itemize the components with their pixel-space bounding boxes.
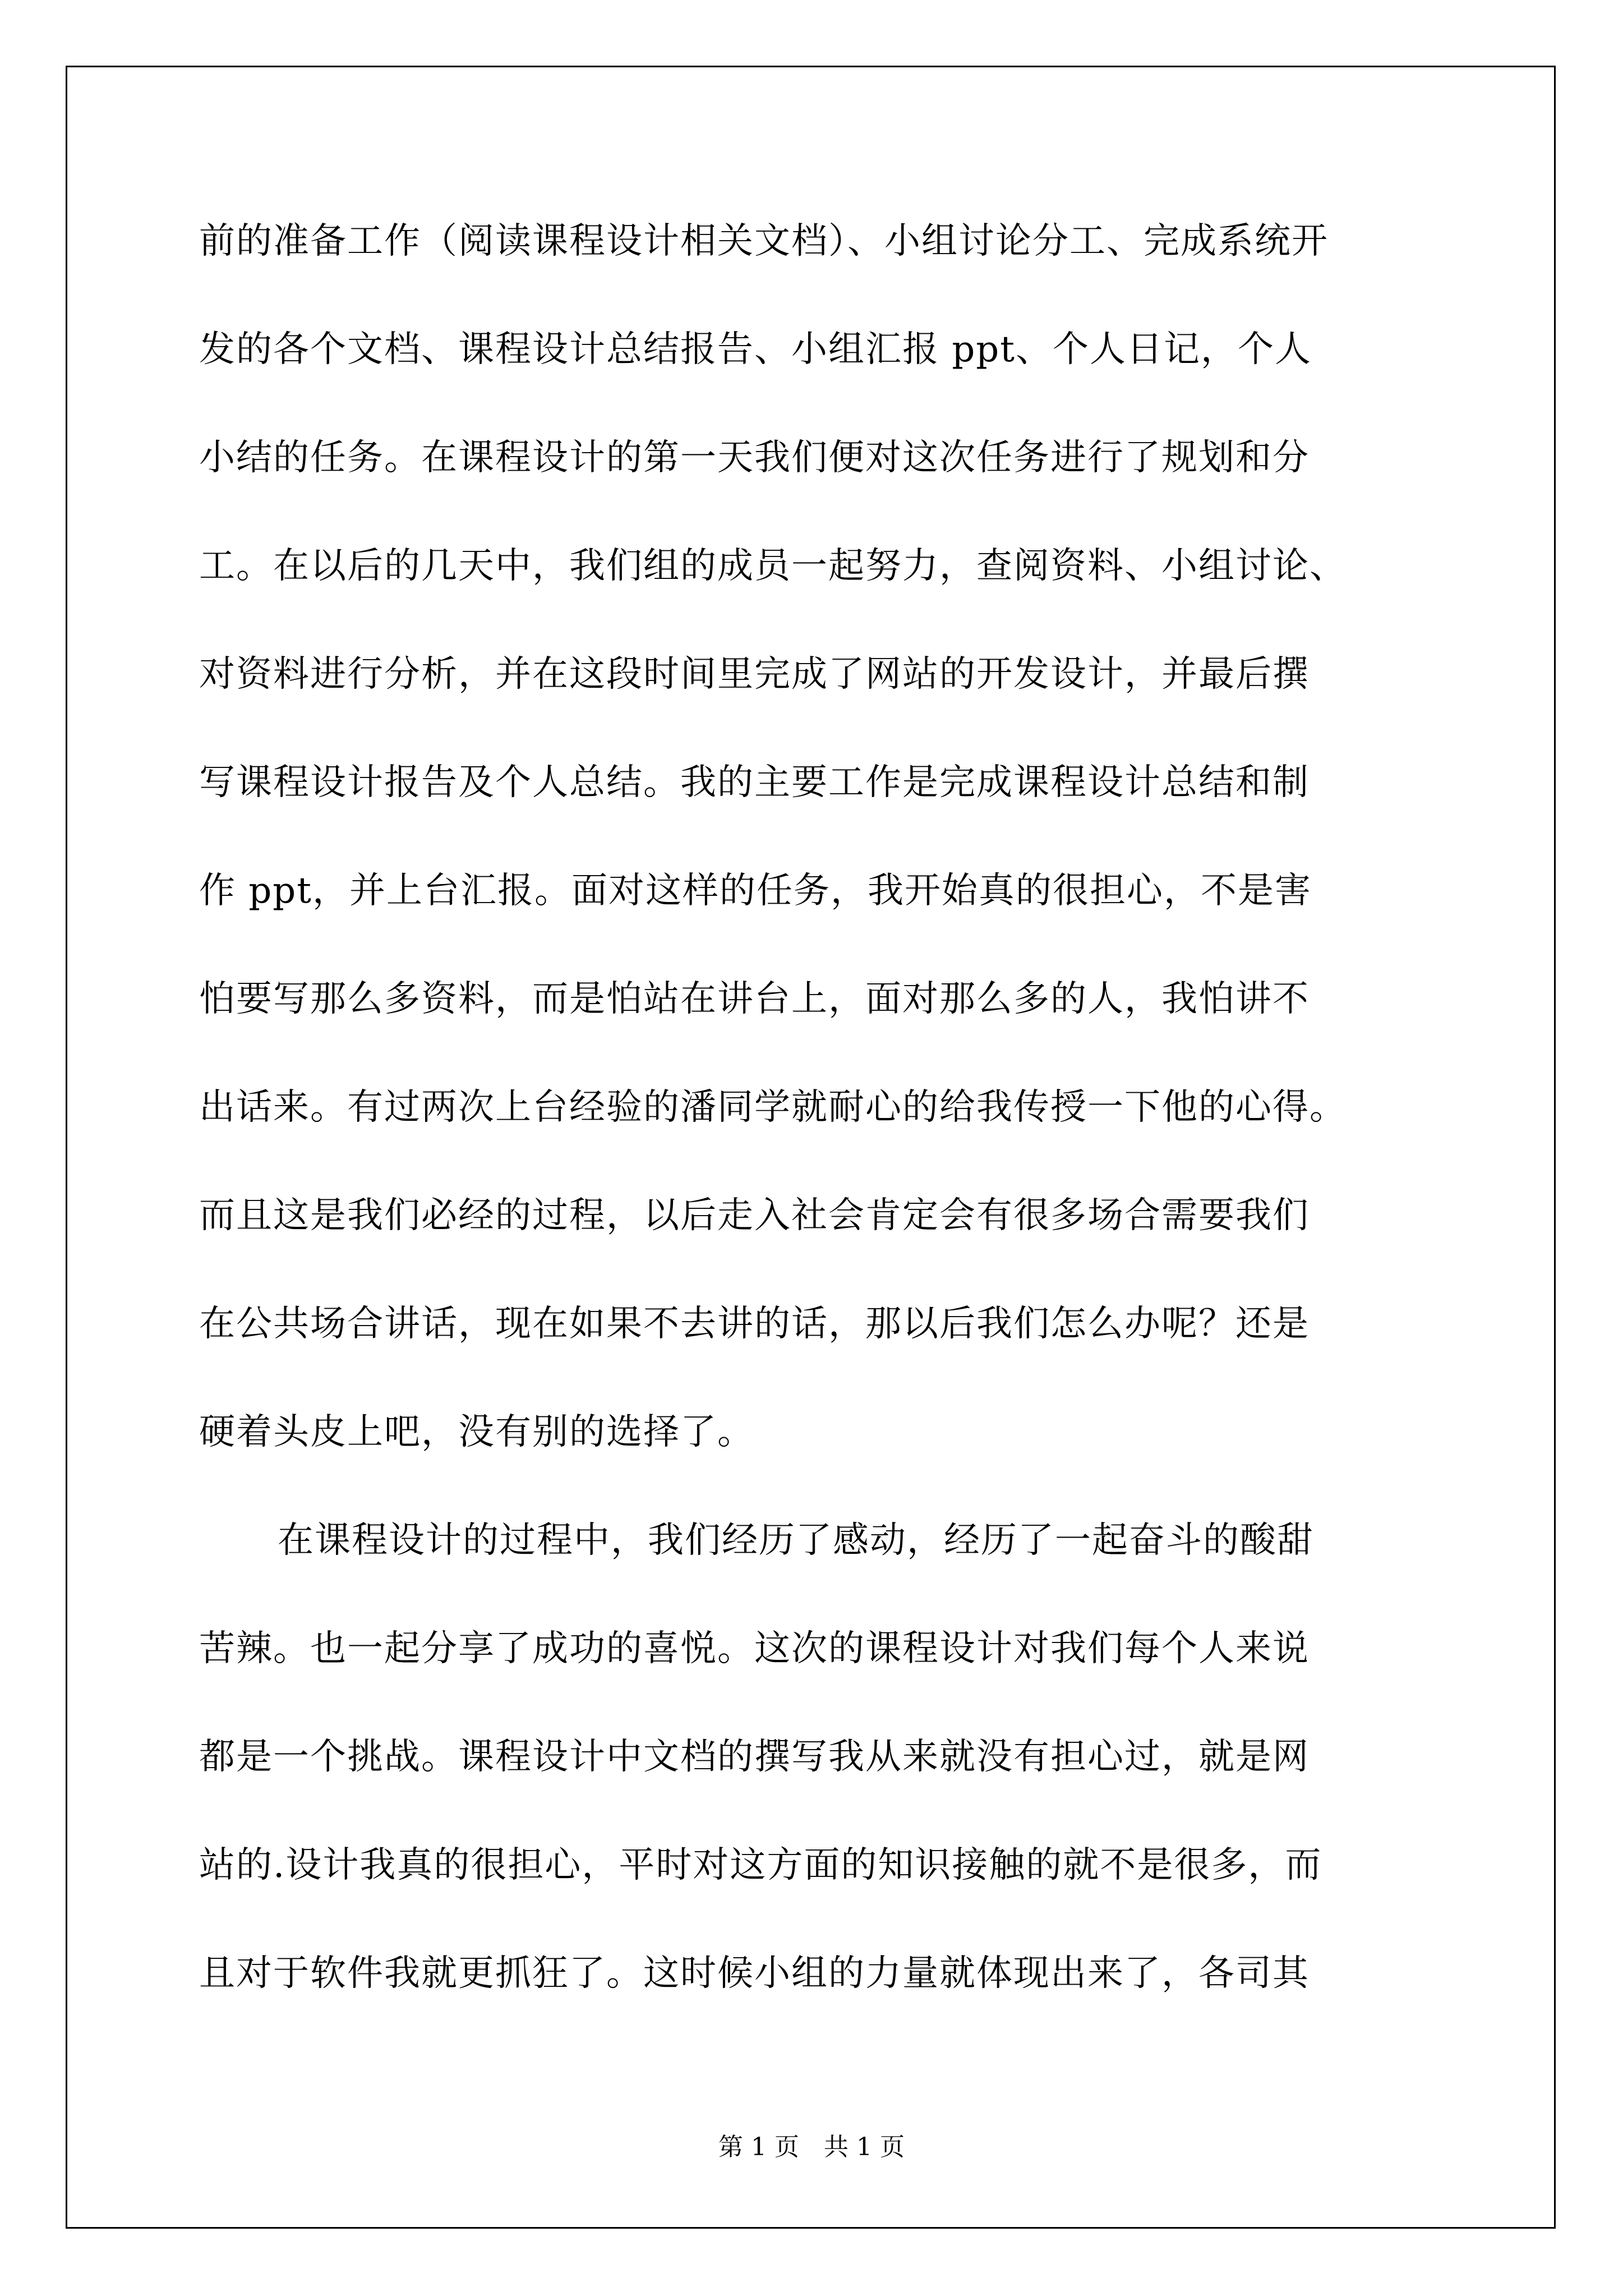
text-line: 作 ppt，并上台汇报。面对这样的任务，我开始真的很担心，不是害 xyxy=(199,870,1312,912)
text-line: 前的准备工作（阅读课程设计相关文档）、小组讨论分工、完成系统开 xyxy=(199,220,1329,262)
text-line: 在公共场合讲话，现在如果不去讲的话，那以后我们怎么办呢？还是 xyxy=(199,1303,1310,1345)
page-total: 共 1 页 xyxy=(824,2133,905,2161)
text-line: 对资料进行分析，并在这段时间里完成了网站的开发设计，并最后撰 xyxy=(199,654,1310,695)
text-line: 而且这是我们必经的过程，以后走入社会肯定会有很多场合需要我们 xyxy=(199,1195,1310,1236)
text-line: 出话来。有过两次上台经验的潘同学就耐心的给我传授一下他的心得。 xyxy=(199,1087,1347,1128)
text-line: 且对于软件我就更抓狂了。这时候小组的力量就体现出来了，各司其 xyxy=(199,1953,1310,1994)
page-number: 第 1 页 xyxy=(718,2133,799,2161)
page-border xyxy=(66,66,1556,2229)
text-line: 小结的任务。在课程设计的第一天我们便对这次任务进行了规划和分 xyxy=(199,437,1310,478)
text-line: 都是一个挑战。课程设计中文档的撰写我从来就没有担心过，就是网 xyxy=(199,1736,1310,1778)
text-line: 怕要写那么多资料，而是怕站在讲台上，面对那么多的人，我怕讲不 xyxy=(199,978,1310,1020)
text-line: 写课程设计报告及个人总结。我的主要工作是完成课程设计总结和制 xyxy=(199,762,1310,803)
page-footer xyxy=(0,2131,1623,2164)
text-line: 发的各个文档、课程设计总结报告、小组汇报 ppt、个人日记，个人 xyxy=(199,329,1312,370)
text-line: 苦辣。也一起分享了成功的喜悦。这次的课程设计对我们每个人来说 xyxy=(199,1628,1310,1669)
text-line: 站的.设计我真的很担心，平时对这方面的知识接触的就不是很多，而 xyxy=(199,1844,1322,1886)
paragraph-first-line: 在课程设计的过程中，我们经历了感动，经历了一起奋斗的酸甜 xyxy=(278,1520,1314,1561)
text-line: 硬着头皮上吧，没有别的选择了。 xyxy=(199,1411,754,1453)
text-line: 工。在以后的几天中，我们组的成员一起努力，查阅资料、小组讨论、 xyxy=(199,545,1347,587)
